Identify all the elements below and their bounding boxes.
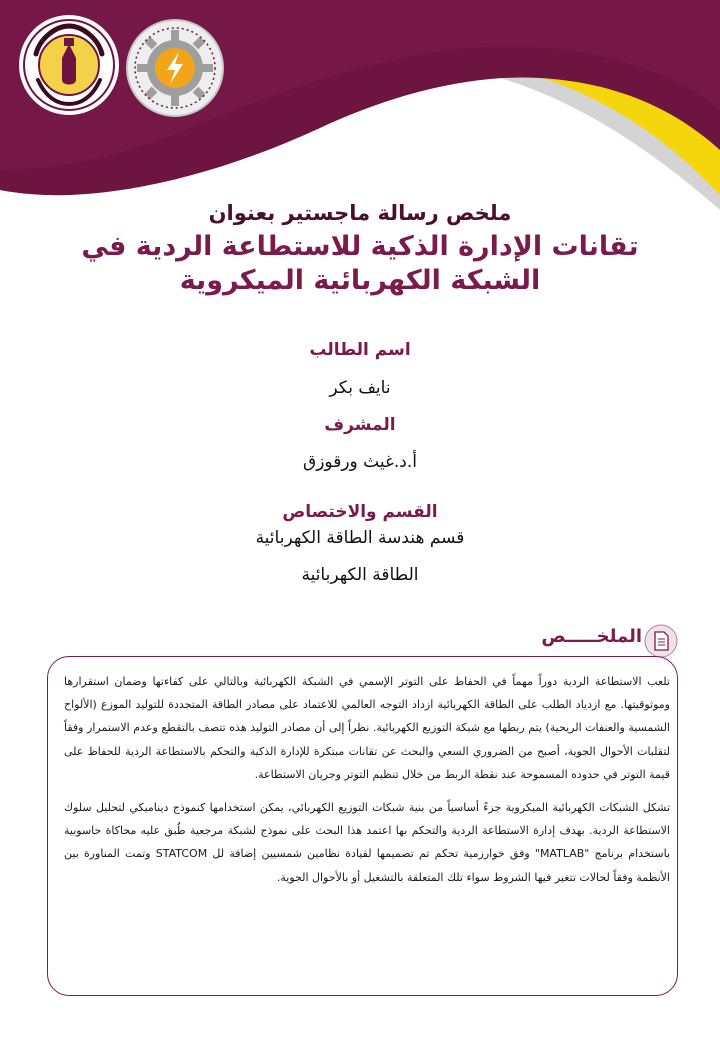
university-seal-icon: [18, 14, 120, 116]
student-heading: اسم الطالب: [309, 340, 411, 360]
title-block: [40, 196, 680, 298]
abstract-paragraph-2: تشكل الشبكات الكهربائية الميكروية جزءً أساسياً من بنية شبكات التوزيع الكهربائي، يمكن استخدامها كنموذج ديناميكي لتحليل سلوك الاستطاعة الردية. بهدف إدارة الاستطاعة الردية والتحكم بها اعتمد هذا البحث على نموذج لشبكة مرجعية طُبق عليه محاكاة حاسوبية باستخدام برنامج "MATLAB" وفق خوارزمية تحكم تم تصميمها لقيادة نظامين شمسيين إضافة لل STATCOM وتمت المناورة بين الأنظمة وفقاً لحالات تتغير فيها الشروط سواء تلك المتعلقة بالتشغيل أو بالأحوال الجوية.: [64, 801, 671, 884]
abstract-text: [64, 670, 670, 899]
thesis-title-line-1: تقانات الإدارة الذكية للاستطاعة الردية في: [81, 231, 639, 262]
department-heading: القسم والاختصاص: [282, 502, 438, 522]
supervisor-name: أ.د.غيث ورقوزق: [303, 452, 417, 472]
supervisor-heading: المشرف: [324, 415, 396, 435]
student-name: نايف بكر: [329, 378, 391, 398]
abstract-paragraph-1: تلعب الاستطاعة الردية دوراً مهماً في الحفاظ على التوتر الإسمي في الشبكة الكهربائية وبالتالي على كفاءتها وضمان استقرارها وموثوقيتها. مع ازدياد الطلب على الطاقة الكهربائية ازداد التوجه العالمي للاعتماد على مصادر الطاقة المتجددة للتوليد الموزع (الألواح الشمسية والعنفات الريحية) يتم ربطها مع شبكة التوزيع الكهربائية. نظراً إلى أن مصادر التوليد هذه تتصف بالتقطع وعدم الاستمرار وفقاً لتقلبات الأحوال الجوية، أصبح من الضروري السعي والبحث عن تقانات مبتكرة للإدارة الذكية والتحكم بالاستطاعة الردية للحفاظ على قيمة التوتر في حدوده المسموحة عند نقطة الربط من خلال تنظيم التوتر وجريان الاستطاعة.: [64, 675, 670, 781]
thesis-subtitle: ملخص رسالة ماجستير بعنوان: [208, 201, 512, 225]
engineering-college-gear-icon: [125, 18, 225, 118]
abstract-heading: الملخـــــص: [541, 626, 642, 647]
department-name: قسم هندسة الطاقة الكهربائية: [255, 528, 465, 548]
specialty-name: الطاقة الكهربائية: [301, 565, 419, 585]
document-icon: [644, 624, 678, 658]
thesis-title-line-2: الشبكة الكهربائية الميكروية: [179, 265, 541, 296]
